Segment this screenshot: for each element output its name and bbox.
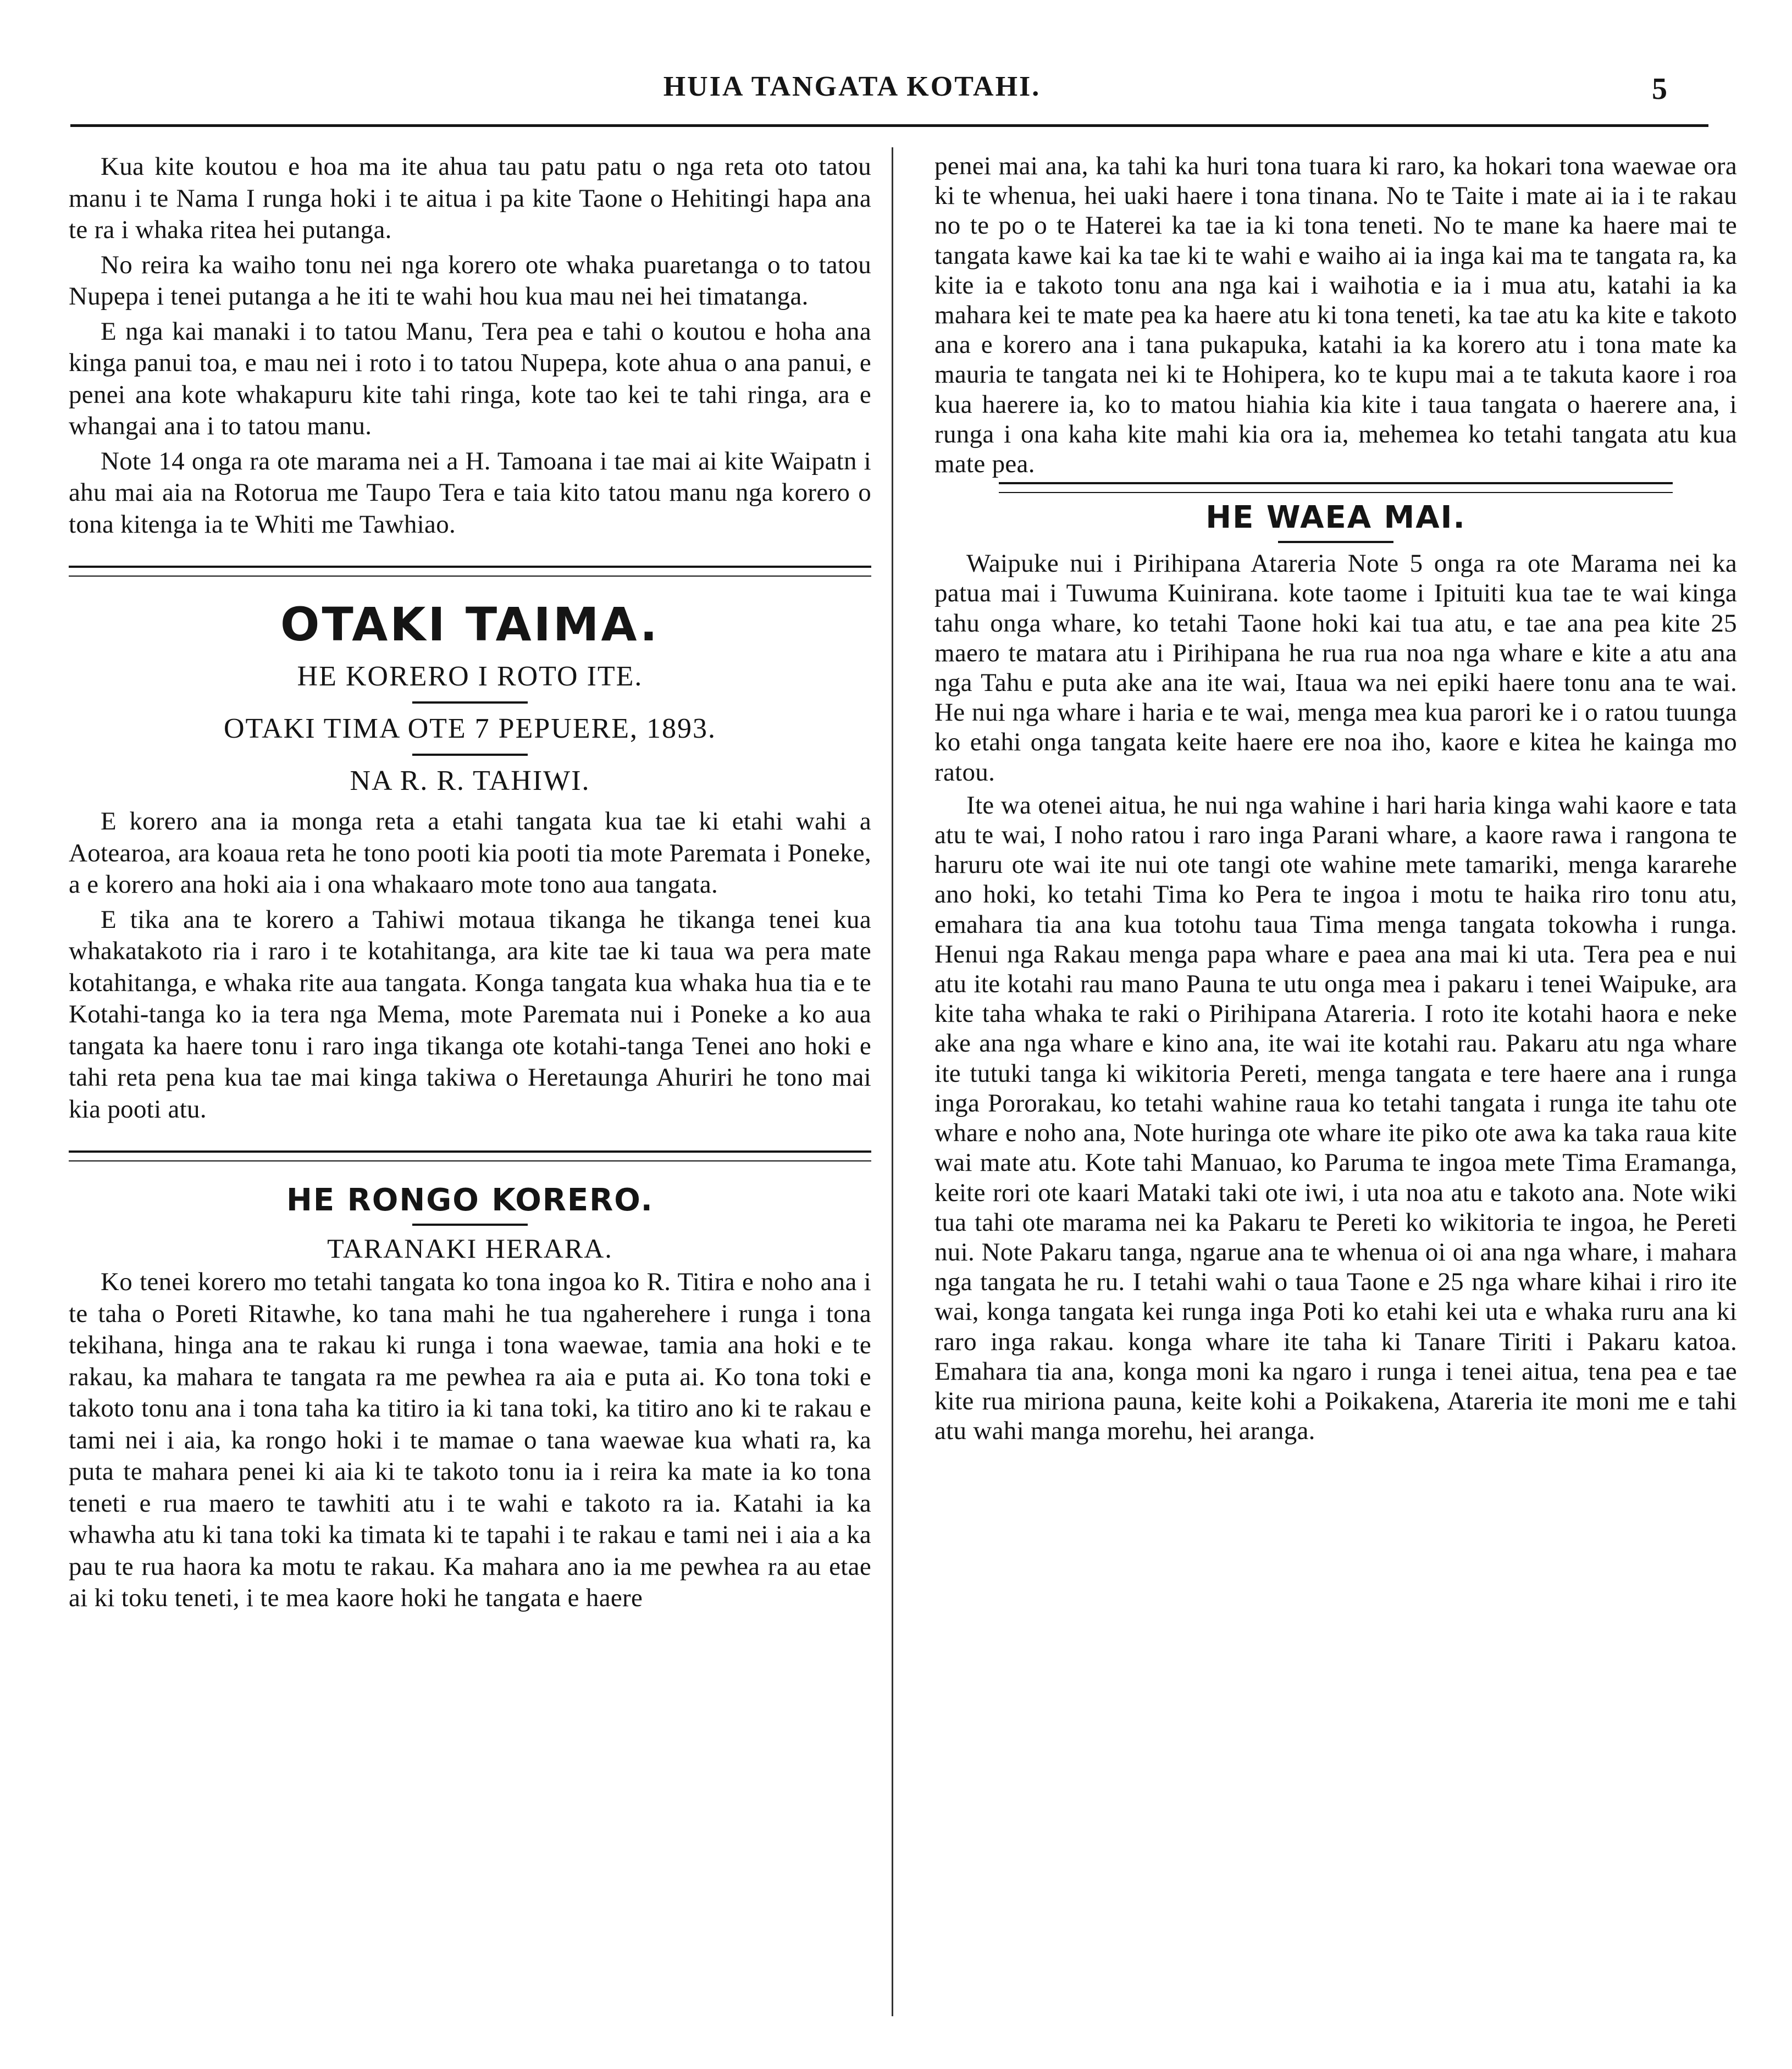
otaki-subtitle: HE KORERO I ROTO ITE. bbox=[297, 661, 643, 692]
section-divider bbox=[999, 482, 1673, 493]
page-header bbox=[0, 70, 1792, 114]
section-divider bbox=[69, 566, 871, 577]
intro-paragraph: No reira ka waiho tonu nei nga korero ote whaka puaretanga o to tatou Nupepa i tenei putanga a he iti te wahi hou kua mau nei hei timatanga. bbox=[69, 250, 871, 311]
intro-paragraph: Note 14 onga ra ote marama nei a H. Tamoana i tae mai ai kite Waipatn i ahu mai aia na Rotorua me Taupo Tera e taia kito tatou manu nga korero o tona kitenga ia te Whiti me Tawhiao. bbox=[69, 446, 871, 539]
short-rule bbox=[412, 1224, 528, 1226]
running-head: HUIA TANGATA KOTAHI. bbox=[663, 71, 1041, 102]
otaki-title: OTAKI TAIMA. bbox=[280, 598, 660, 651]
otaki-paragraph: E tika ana te korero a Tahiwi motaua tikanga he tikanga tenei kua whakatakoto ria i raro i te kotahitanga, ara kite tae ki taua wa pera mate kotahitanga, e whaka rite aua tangata. Konga tangata kua whaka hua tia e te Kotahi-tanga ko ia tera nga Mema, mote Paremata nui i Poneke a ko aua tangata ka haere tonu i raro inga tikanga ote kotahi-tanga Tenei ano hoki e tahi reta pena kua tae mai kinga takiwa o Heretaunga Ahuriri he tono mai kia pooti atu. bbox=[69, 905, 871, 1124]
short-rule bbox=[412, 754, 528, 756]
continuation-paragraph: penei mai ana, ka tahi ka huri tona tuara ki raro, ka hokari tona waewae ora ki te whenua, hei uaki haere i tona tinana. No te Taite i mate ai ia i te rakau no te po o te Haterei ka tae ia ki tona teneti. No te mane ka haere mai te tangata kawe kai ka tae ki te wahi e waiho ai ia inga kai ma te tangata ra, ka kite ia e takoto tonu ana nga kai i waihotia e ia i mua atu, katahi ia ka mahara kei te mate pea ka haere atu ki tona teneti, ka tae atu ka kite e takoto ana e korero ana i tana pukapuka, katahi ia ka korero atu i tona mate ka mauria te tangata nei ki te Hohipera, ko te kupu mai a te takuta kaore i roa kua haerere ia, ko to matou hiahia kia kite i taua tangata o haerere ana, i runga i ona kaha kite mahi kia ora ia, mehemea ko tetahi tangata atu kua mate pea. bbox=[934, 152, 1737, 479]
header-rule bbox=[70, 124, 1708, 127]
left-column bbox=[69, 151, 871, 1618]
right-column bbox=[934, 151, 1737, 1449]
rongo-subtitle: TARANAKI HERARA. bbox=[327, 1233, 613, 1264]
short-rule bbox=[1278, 541, 1393, 543]
intro-paragraph: Kua kite koutou e hoa ma ite ahua tau patu patu o nga reta oto tatou manu i te Nama I runga hoki i te aitua i pa kite Taone o Hehitingi hapa ana te ra i whaka ritea hei putanga. bbox=[69, 152, 871, 244]
waea-paragraph: Waipuke nui i Pirihipana Atareria Note 5 onga ra ote Marama nei ka patua mai i Tuwuma Kuinirana. kote taome i Ipituiti kua tae te wai kinga tahu onga whare, ko tetahi Taone hoki kai tua atu, e tae ana pea kite 25 maero te matara atu i Pirihipana he rua rua noa nga whare e kite a atu ana nga Tahu e puta ake ana ite wai, Itaua wa nei epiki haere tonu ana te wai. He nui nga whare i haria e te wai, menga mea kua parori ke i o ratou tuunga ko etahi onga tangata keite haere ere noa iho, kaore e kitea he kainga mo ratou. bbox=[934, 549, 1737, 787]
intro-paragraph: E nga kai manaki i to tatou Manu, Tera pea e tahi o koutou e hoha ana kinga panui toa, e mau nei i roto i to tatou Nupepa, kote ahua o ana panui, e penei ana kote whakapuru kite tahi ringa, kote tao kei te tahi ringa, ara e whangai ana i to tatou manu. bbox=[69, 317, 871, 440]
section-divider bbox=[69, 1150, 871, 1161]
short-rule bbox=[412, 701, 528, 704]
page-number: 5 bbox=[1652, 72, 1667, 106]
otaki-dateline: OTAKI TIMA OTE 7 PEPUERE, 1893. bbox=[223, 713, 717, 744]
waea-title: HE WAEA MAI. bbox=[1205, 500, 1466, 536]
rongo-paragraph: Ko tenei korero mo tetahi tangata ko tona ingoa ko R. Titira e noho ana i te taha o Poreti Ritawhe, ko tana mahi he tua ngaherehere i runga i tona tekihana, hinga ana te rakau ki runga i tona waewae, tamia ana hoki e te rakau, ka mahara te tangata ra me pewhea ra aia e puta ai. Ko tona toki e takoto tonu ana i tona taha ka titiro ia ki tana toki, ka titiro ano ki te rakau e tami nei i aia, ka rongo hoki i te mamae o tana waewae kua whati ra, ka puta te mahara penei ki aia ki te takoto tonu ia i reira ka mate ia ko tona teneti e rua maero te tawhiti atu i te wahi e takoto ra ia. Katahi ia ka whawha atu ki tana toki ka timata ki te tapahi i te rakau e tami nei i aia a ka pau te rua haora ka motu te rakau. Ka mahara ano ia me pewhea ra au etae ai ki toku teneti, i te mea kaore hoki he tangata e haere bbox=[69, 1268, 871, 1612]
column-divider bbox=[892, 147, 893, 2016]
otaki-byline: NA R. R. TAHIWI. bbox=[350, 765, 590, 796]
rongo-title: HE RONGO KORERO. bbox=[286, 1182, 654, 1218]
otaki-paragraph: E korero ana ia monga reta a etahi tangata kua tae ki etahi wahi a Aotearoa, ara koaua reta he tono pooti kia pooti tia mote Paremata i Poneke, a e korero ana hoki aia i ona whakaaro mote tono aua tangata. bbox=[69, 807, 871, 899]
waea-paragraph: Ite wa otenei aitua, he nui nga wahine i hari haria kinga wahi kaore e tata atu te wai, I noho ratou i raro inga Parani whare, a kaore rawa i rangona te haruru ote wai ite nui ote tangi ote wahine mete tamariki, menga kararehe ano hoki, ko tetahi Tima ko Pera te ingoa i motu te haika riro tonu atu, emahara tia ana kua totohu taua Tima menga tangata tokowha i runga. Henui nga Rakau menga papa whare e paea ana mai ki uta. Tera pea e nui atu ite kotahi rau mano Pauna te utu onga mea i pakaru i tenei Waipuke, ara kite taha whaka te raki o Pirihipana Atareria. I roto ite kotahi haora e neke ake ana nga whare e kino ana, ite wai ite kotahi rau. Pakaru atu nga whare ite tutuki tanga ki wikitoria Pereti, menga tangata e tere haere ana i runga inga Pororakau, ko tetahi wahine raua ko tetahi tangata i runga ite tahu ote whare e noho ana, Note huringa ote whare ite piko ote awa ka taka raua kite wai mate atu. Kote tahi Manuao, ko Paruma te ingoa mete Tima Eramanga, keite rori ote kaari Mataki taki ote iwi, i uta noa atu e takoto ana. Note wiki tua tahi ote marama nei ka Pakaru te Pereti ko wikitoria te ingoa, he Pereti nui. Note Pakaru tanga, ngarue ana te whenua oi oi ana nga whare, i mahara nga tangata he ru. I tetahi wahi o taua Taone e 25 nga whare kihai i riro ite wai, konga tangata kei runga inga Poti ko etahi kei uta e whaka ruru ana ki raro inga rakau. konga whare ite taha ki Tanare Tiriti i Pakaru katoa. Emahara tia ana, konga moni ka ngaro i runga i tenei aitua, tena pea e tae kite rua miriona pauna, keite kohi a Poikakena, Atareria ite moni me e tahi atu wahi manga morehu, hei aranga. bbox=[934, 790, 1737, 1446]
